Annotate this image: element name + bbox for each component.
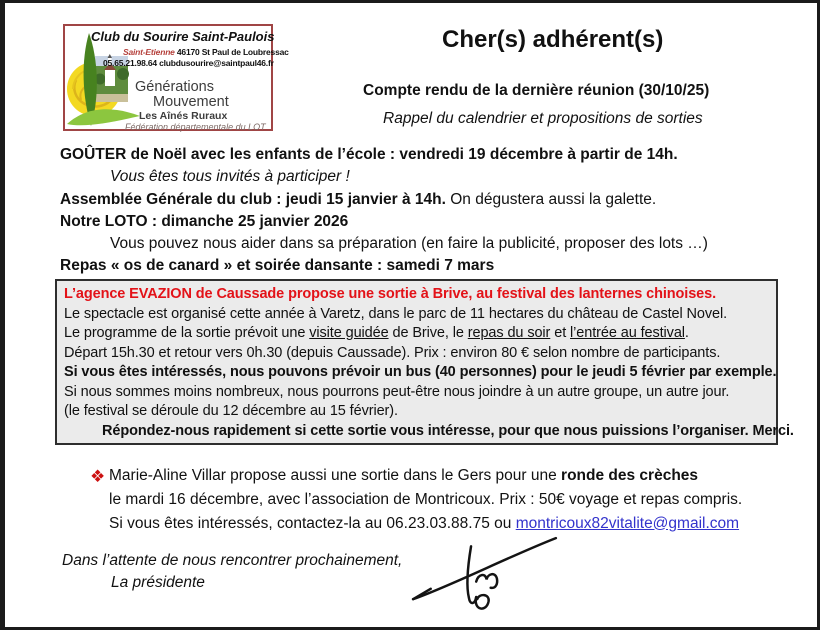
evazion-title: L’agence EVAZION de Caussade propose une sortie à Brive, au festival des lanternes chinoises. <box>64 286 717 302</box>
logo-address-line <box>123 47 289 57</box>
diamond-bullet-icon: ❖ <box>90 467 106 486</box>
evazion-offer-box <box>55 279 794 445</box>
programme-mid1: de Brive, le <box>388 325 468 341</box>
logo-org-mouvement: Mouvement <box>153 94 229 110</box>
gers-line-proposal <box>109 464 742 488</box>
logo-contact-line: 05.65.21.98.64 clubdusourire@saintpaul46.fr <box>103 58 274 68</box>
gers-line-contact <box>109 512 742 536</box>
agenda-section <box>60 144 708 278</box>
programme-end: . <box>684 325 689 341</box>
evazion-line-depart-prix: Départ 15h.30 et retour vers 0h.30 (depuis Caussade). Prix : environ 80 € selon nombre de participants. <box>64 344 721 361</box>
logo-address: 46170 St Paul de Loubressac <box>176 47 289 57</box>
agenda-loto: Notre LOTO : dimanche 25 janvier 2026 <box>60 212 349 230</box>
closing-signoff: La présidente <box>111 574 205 591</box>
calendar-subtitle: Rappel du calendrier et propositions de sorties <box>383 110 703 127</box>
signature-scribble-icon <box>410 536 560 624</box>
agenda-ag-rest: On dégustera aussi la galette. <box>445 190 657 208</box>
logo-place: Saint-Etienne <box>123 47 175 57</box>
programme-repas-du-soir: repas du soir <box>467 325 551 341</box>
logo-org-aines-ruraux: Les Aînés Ruraux <box>139 110 228 122</box>
agenda-gouter-note: Vous êtes tous invités à participer ! <box>110 168 350 186</box>
closing-line: Dans l’attente de nous rencontrer prochainement, <box>62 552 403 569</box>
logo-org-generations: Générations <box>135 79 214 95</box>
programme-pre: Le programme de la sortie prévoit une <box>64 325 310 341</box>
evazion-line-spectacle: Le spectacle est organisé cette année à Varetz, dans le parc de 11 hectares du château de Castel Novel. <box>64 305 728 322</box>
club-logo-box <box>63 24 289 132</box>
gers-contact-pre: Si vous êtes intéressés, contactez-la au 06.23.03.88.75 ou <box>109 514 516 532</box>
evazion-line-programme <box>64 324 769 344</box>
email-link[interactable]: montricoux82vitalite@gmail.com <box>515 514 740 532</box>
agenda-assemblee-generale <box>60 189 708 211</box>
programme-visite-guidee: visite guidée <box>309 325 389 341</box>
evazion-line-bus: Si vous êtes intéressés, nous pouvons prévoir un bus (40 personnes) pour le jeudi 5 février par exemple. <box>64 364 777 380</box>
gers-outing-section <box>90 464 743 535</box>
agenda-loto-note: Vous pouvez nous aider dans sa préparation (en faire la publicité, proposer des lots …) <box>110 235 708 253</box>
gers-ronde-des-creches: ronde des crèches <box>561 467 699 484</box>
agenda-ag-bold: Assemblée Générale du club : jeudi 15 janvier à 14h. <box>60 190 446 208</box>
evazion-line-dates-festival: (le festival se déroule du 12 décembre au 15 février). <box>64 403 398 419</box>
gers-line-date-prix: le mardi 16 décembre, avec l’association de Montricoux. Prix : 50€ voyage et repas compris. <box>109 490 743 508</box>
logo-club-name: Club du Sourire Saint-Paulois <box>91 29 275 44</box>
programme-entree-festival: l’entrée au festival <box>570 325 685 341</box>
agenda-gouter-noel: GOÛTER de Noël avec les enfants de l’école : vendredi 19 décembre à partir de 14h. <box>60 146 678 163</box>
salutation-heading: Cher(s) adhérent(s) <box>442 26 664 53</box>
meeting-report-title: Compte rendu de la dernière réunion (30/10/25) <box>363 82 710 99</box>
gers-proposal-pre: Marie-Aline Villar propose aussi une sortie dans le Gers pour une <box>109 467 562 484</box>
agenda-repas-canard: Repas « os de canard » et soirée dansante : samedi 7 mars <box>60 257 495 275</box>
evazion-line-repondez: Répondez-nous rapidement si cette sortie vous intéresse, pour que nous puissions l’organiser. Merci. <box>102 422 794 439</box>
logo-org-federation: Fédération départementale du LOT <box>125 122 266 132</box>
programme-mid2: et <box>550 325 571 341</box>
evazion-line-groupe: Si nous sommes moins nombreux, nous pourrons peut-être nous joindre à un autre groupe, un autre jour. <box>64 383 730 400</box>
